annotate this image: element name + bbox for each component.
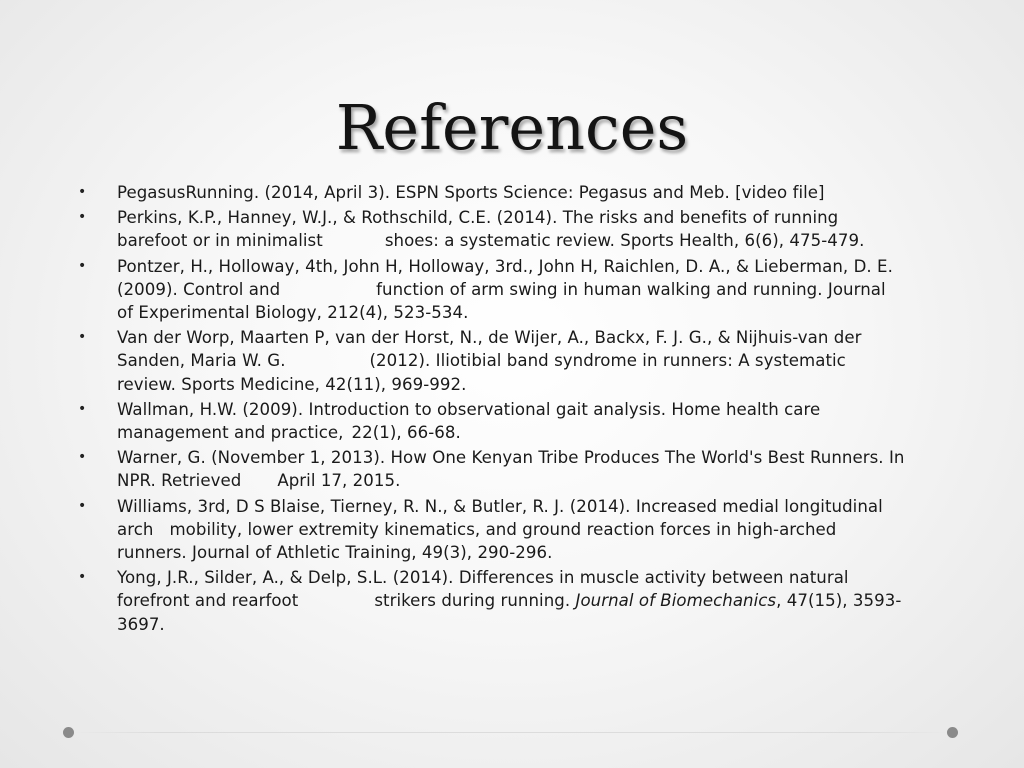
reference-text: function of arm swing in human walking and running. Journal [376,279,886,299]
reference-text: mobility, lower extremity kinematics, and ground reaction forces in high-arched [169,519,837,539]
reference-text: (2012). Iliotibial band syndrome in runners: A systematic [369,351,846,371]
reference-line-wrap [117,229,958,252]
reference-line-wrap [117,469,958,492]
reference-item [78,181,958,204]
slide-title: References [335,91,689,164]
reference-line: Yong, J.R., Silder, A., & Delp, S.L. (2014). Differences in muscle activity between natural [117,568,849,588]
reference-text: management and practice, [117,423,344,443]
reference-text: Sanden, Maria W. G. [117,351,286,371]
reference-item [78,398,958,444]
reference-item [78,446,958,492]
reference-item [78,495,958,565]
reference-line: Wallman, H.W. (2009). Introduction to observational gait analysis. Home health care [117,399,821,419]
reference-line-wrap [117,278,958,301]
reference-item [78,326,958,396]
reference-text: NPR. Retrieved [117,471,242,491]
reference-line: review. Sports Medicine, 42(11), 969-992. [117,374,467,394]
bullet-icon: • [78,497,87,514]
reference-line-wrap [117,349,958,372]
reference-line-wrap [117,589,958,612]
reference-text: barefoot or in minimalist [117,231,323,251]
bullet-icon: • [78,569,87,586]
reference-line-wrap [117,421,958,444]
reference-text: shoes: a systematic review. Sports Health, 6(6), 475-479. [384,231,865,251]
journal-title: Journal of Biomechanics [575,591,777,611]
reference-text: 22(1), 66-68. [351,423,461,443]
reference-item [78,255,958,325]
reference-item [78,206,958,252]
reference-line: PegasusRunning. (2014, April 3). ESPN Sports Science: Pegasus and Meb. [video file] [117,183,825,202]
left-corner-dot-icon [63,727,74,738]
bullet-icon: • [78,184,87,200]
bullet-icon: • [78,209,87,226]
reference-line: Pontzer, H., Holloway, 4th, John H, Holloway, 3rd., John H, Raichlen, D. A., & Lieberman, D. E. [117,256,893,276]
reference-line-wrap [117,518,958,541]
right-corner-dot-icon [947,727,958,738]
reference-text: arch [117,519,154,539]
references-list [78,181,958,638]
reference-line: Williams, 3rd, D S Blaise, Tierney, R. N., & Butler, R. J. (2014). Increased medial longitudinal [117,496,883,516]
reference-line: Perkins, K.P., Hanney, W.J., & Rothschild, C.E. (2014). The risks and benefits of running [117,208,839,228]
reference-text: April 17, 2015. [277,471,401,491]
bottom-divider [74,732,947,733]
bullet-icon: • [78,400,87,417]
bullet-icon: • [78,257,87,274]
reference-text: strikers during running. [374,591,571,611]
reference-line: 3697. [117,614,165,634]
reference-line: of Experimental Biology, 212(4), 523-534. [117,303,469,323]
bullet-icon: • [78,449,87,466]
reference-line: Warner, G. (November 1, 2013). How One Kenyan Tribe Produces The World's Best Runners. In [117,448,905,468]
bullet-icon: • [78,329,87,346]
reference-text: forefront and rearfoot [117,591,299,611]
reference-item [78,566,958,636]
reference-line: runners. Journal of Athletic Training, 49(3), 290-296. [117,543,553,563]
reference-line: Van der Worp, Maarten P, van der Horst, N., de Wijer, A., Backx, F. J. G., & Nijhuis-van der [117,328,862,348]
reference-text: , 47(15), 3593- [776,591,902,611]
reference-text: (2009). Control and [117,279,281,299]
